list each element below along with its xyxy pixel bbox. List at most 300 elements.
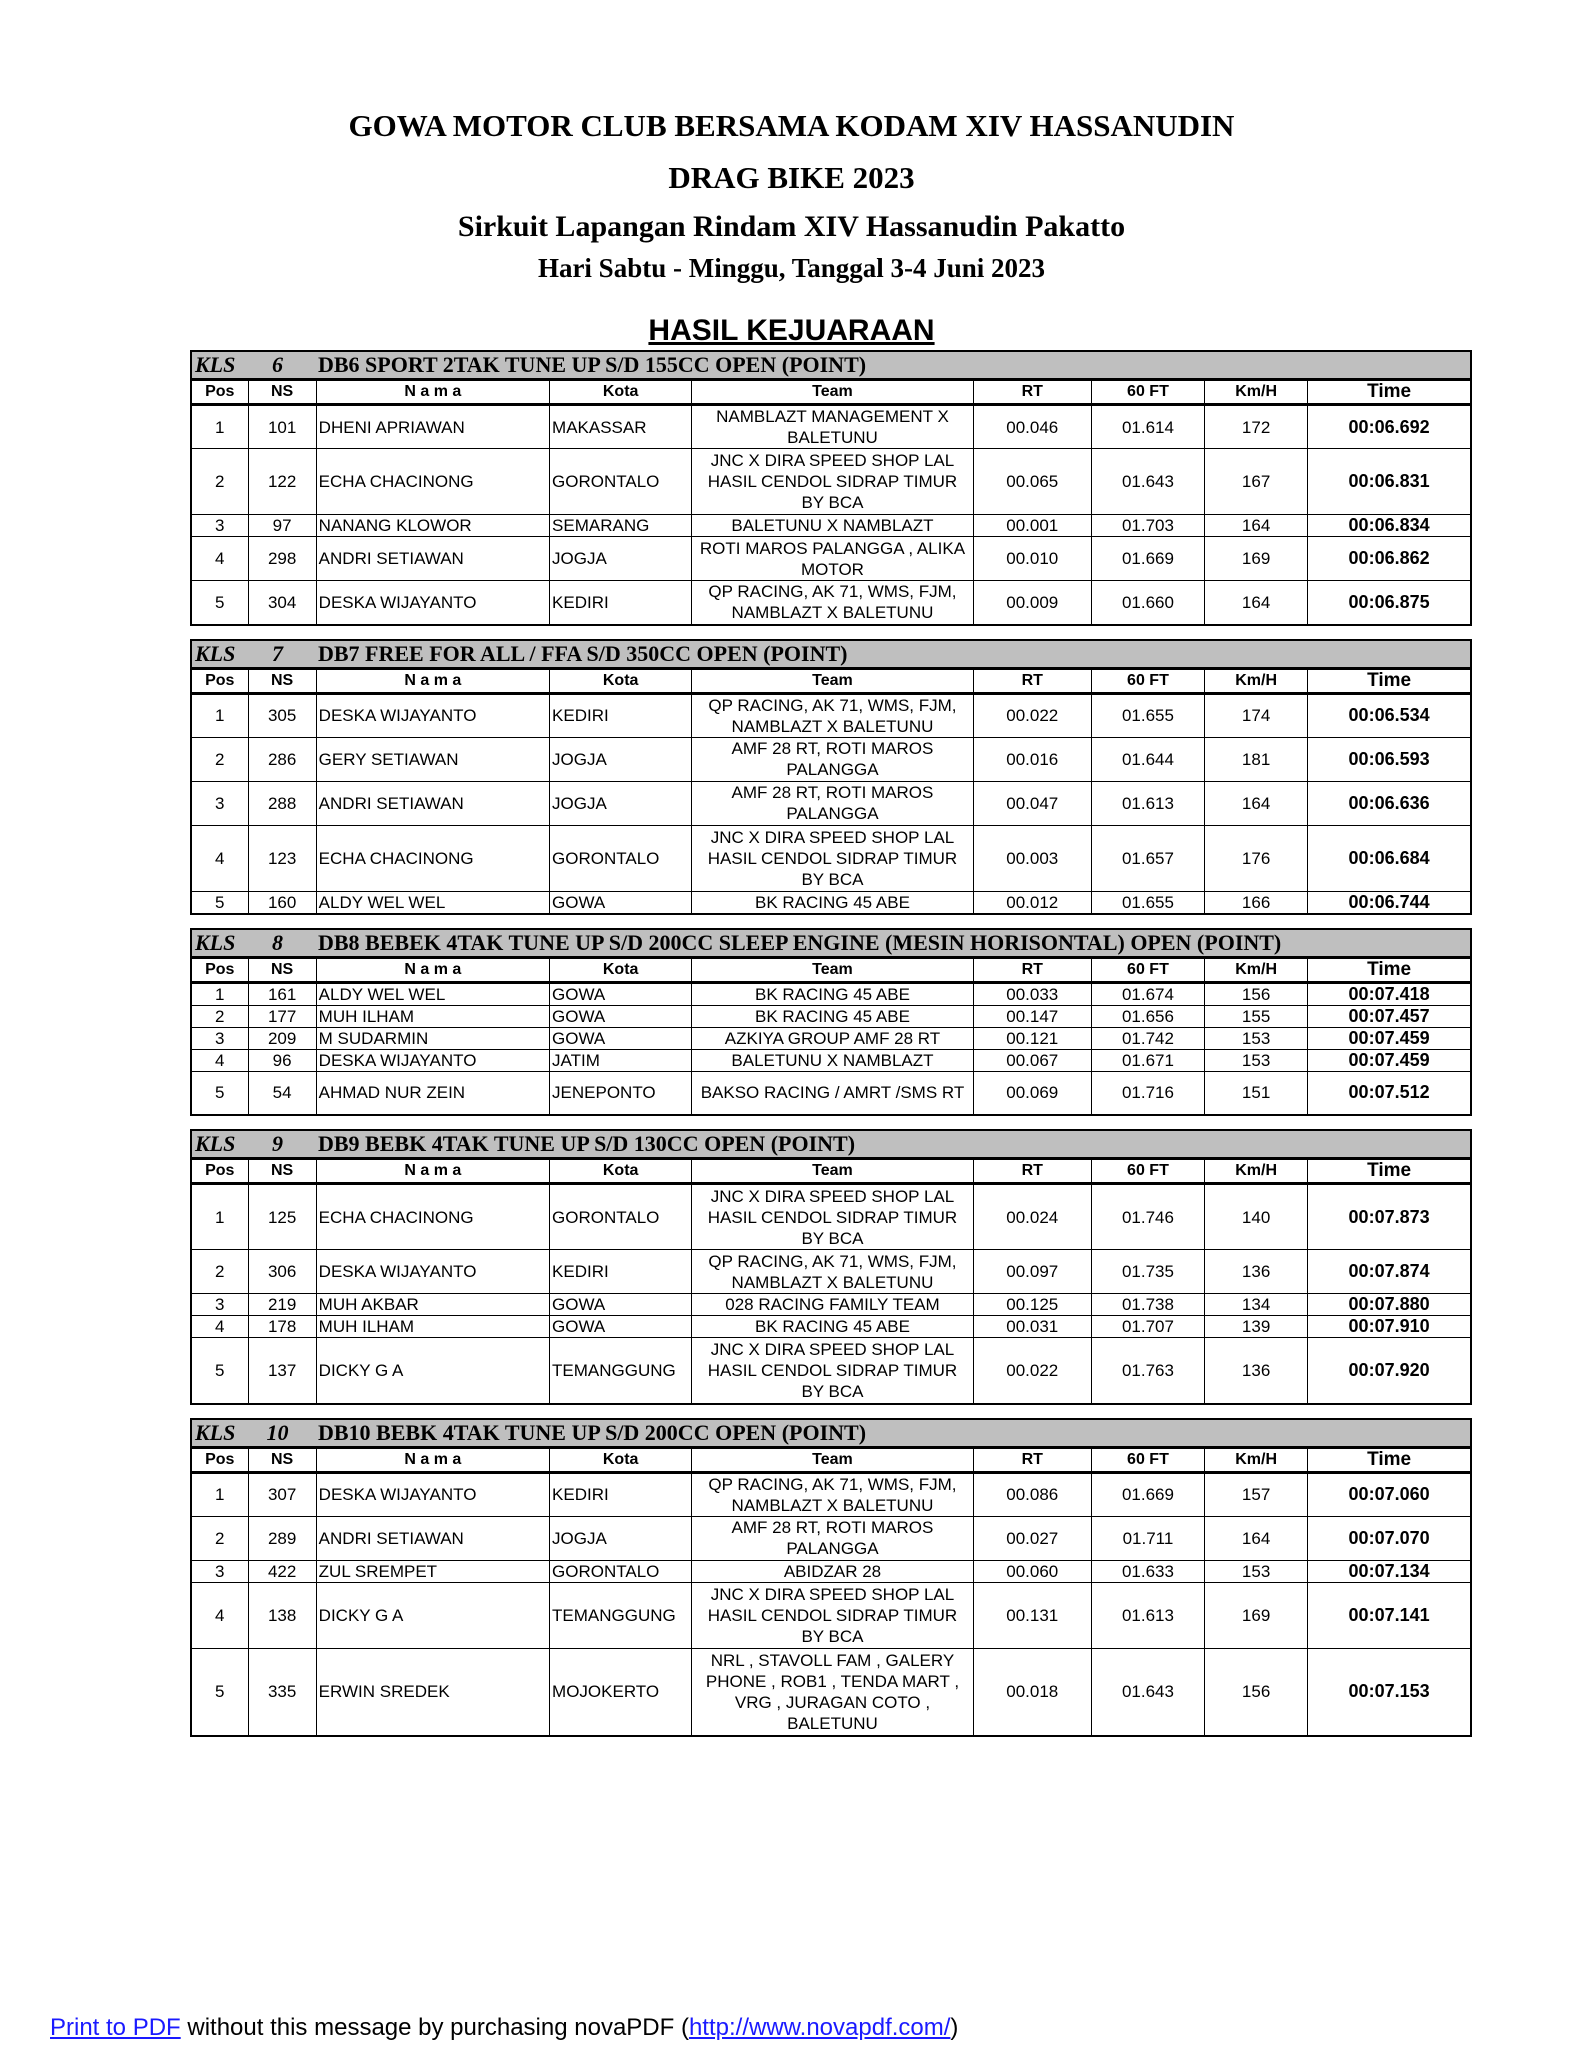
cell-team: AZKIYA GROUP AMF 28 RT	[692, 1027, 973, 1049]
cell-nama: ERWIN SREDEK	[316, 1648, 549, 1736]
cell-time: 00:07.153	[1308, 1648, 1471, 1736]
novapdf-link[interactable]: http://www.novapdf.com/	[688, 2014, 951, 2041]
cell-time: 00:07.134	[1308, 1560, 1471, 1582]
results-table	[190, 669, 1472, 915]
column-header-team: Team	[692, 958, 973, 982]
column-header-nama: N a m a	[316, 381, 549, 405]
cell-ns: 97	[248, 515, 316, 537]
table-row	[191, 1338, 1471, 1404]
cell-ns: 289	[248, 1516, 316, 1560]
column-header-nama: N a m a	[316, 669, 549, 693]
cell-rt: 00.033	[973, 982, 1091, 1005]
cell-kota: KEDIRI	[550, 693, 692, 737]
cell-kota: JENEPONTO	[550, 1071, 692, 1115]
cell-nama: M SUDARMIN	[316, 1027, 549, 1049]
footer	[50, 2014, 958, 2042]
cell-kota: GOWA	[550, 891, 692, 914]
cell-kota: KEDIRI	[550, 1472, 692, 1516]
cell-ns: 305	[248, 693, 316, 737]
cell-time: 00:07.920	[1308, 1338, 1471, 1404]
cell-nama: ALDY WEL WEL	[316, 891, 549, 914]
cell-pos: 2	[191, 1516, 248, 1560]
cell-kmh: 164	[1205, 781, 1308, 825]
class-title: DB8 BEBEK 4TAK TUNE UP S/D 200CC SLEEP ENGINE (MESIN HORISONTAL) OPEN (POINT)	[318, 929, 1282, 955]
cell-kota: JOGJA	[550, 537, 692, 581]
cell-time: 00:07.874	[1308, 1250, 1471, 1294]
results-sections	[190, 350, 1472, 1750]
cell-time: 00:06.636	[1308, 781, 1471, 825]
cell-ns: 422	[248, 1560, 316, 1582]
class-header-bar	[190, 350, 1472, 380]
cell-nama: DHENI APRIAWAN	[316, 405, 549, 449]
cell-ft60: 01.644	[1091, 737, 1204, 781]
cell-nama: DESKA WIJAYANTO	[316, 1472, 549, 1516]
cell-nama: DESKA WIJAYANTO	[316, 693, 549, 737]
class-title: DB6 SPORT 2TAK TUNE UP S/D 155CC OPEN (POINT)	[318, 352, 867, 377]
cell-team: 028 RACING FAMILY TEAM	[692, 1294, 973, 1316]
cell-nama: MUH AKBAR	[316, 1294, 549, 1316]
cell-kmh: 164	[1205, 515, 1308, 537]
cell-ft60: 01.660	[1091, 581, 1204, 625]
cell-time: 00:06.862	[1308, 537, 1471, 581]
cell-rt: 00.046	[973, 405, 1091, 449]
cell-kmh: 136	[1205, 1338, 1308, 1404]
cell-ns: 160	[248, 891, 316, 914]
column-header-pos: Pos	[191, 669, 248, 693]
cell-time: 00:06.692	[1308, 405, 1471, 449]
cell-pos: 3	[191, 1560, 248, 1582]
cell-kota: SEMARANG	[550, 515, 692, 537]
cell-kota: MAKASSAR	[550, 405, 692, 449]
header-date: Hari Sabtu - Minggu, Tanggal 3-4 Juni 2023	[537, 253, 1046, 283]
cell-team: BAKSO RACING / AMRT /SMS RT	[692, 1071, 973, 1115]
class-section	[190, 639, 1472, 915]
cell-kmh: 151	[1205, 1071, 1308, 1115]
table-row	[191, 537, 1471, 581]
class-header-bar	[190, 1129, 1472, 1159]
results-table	[190, 1159, 1472, 1405]
column-header-ft60: 60 FT	[1091, 381, 1204, 405]
cell-nama: NANANG KLOWOR	[316, 515, 549, 537]
cell-kmh: 164	[1205, 1516, 1308, 1560]
document-header	[0, 100, 1583, 286]
cell-team: QP RACING, AK 71, WMS, FJM, NAMBLAZT X BALETUNU	[692, 1472, 973, 1516]
cell-nama: ANDRI SETIAWAN	[316, 781, 549, 825]
table-row	[191, 1250, 1471, 1294]
cell-kmh: 157	[1205, 1472, 1308, 1516]
cell-team: QP RACING, AK 71, WMS, FJM, NAMBLAZT X BALETUNU	[692, 1250, 973, 1294]
cell-pos: 2	[191, 737, 248, 781]
cell-ft60: 01.703	[1091, 515, 1204, 537]
column-header-kmh: Km/H	[1205, 1448, 1308, 1472]
footer-end: )	[950, 2014, 959, 2041]
cell-rt: 00.131	[973, 1582, 1091, 1648]
cell-nama: AHMAD NUR ZEIN	[316, 1071, 549, 1115]
column-header-nama: N a m a	[316, 958, 549, 982]
cell-pos: 5	[191, 1071, 248, 1115]
cell-team: ROTI MAROS PALANGGA , ALIKA MOTOR	[692, 537, 973, 581]
class-number: 7	[272, 640, 283, 666]
cell-kota: KEDIRI	[550, 581, 692, 625]
cell-kota: GORONTALO	[550, 1560, 692, 1582]
cell-time: 00:07.070	[1308, 1516, 1471, 1560]
cell-team: NRL , STAVOLL FAM , GALERY PHONE , ROB1 , TENDA MART , VRG , JURAGAN COTO , BALETUNU	[692, 1648, 973, 1736]
cell-kota: GORONTALO	[550, 1184, 692, 1250]
print-to-pdf-link[interactable]: Print to PDF	[50, 2014, 181, 2041]
column-header-kota: Kota	[550, 381, 692, 405]
cell-kmh: 156	[1205, 982, 1308, 1005]
cell-ft60: 01.707	[1091, 1316, 1204, 1338]
table-row	[191, 1582, 1471, 1648]
cell-ns: 307	[248, 1472, 316, 1516]
cell-rt: 00.097	[973, 1250, 1091, 1294]
cell-ft60: 01.738	[1091, 1294, 1204, 1316]
cell-time: 00:06.831	[1308, 449, 1471, 515]
cell-ns: 177	[248, 1005, 316, 1027]
column-header-pos: Pos	[191, 1448, 248, 1472]
cell-nama: DICKY G A	[316, 1338, 549, 1404]
cell-ns: 122	[248, 449, 316, 515]
cell-ft60: 01.669	[1091, 537, 1204, 581]
cell-pos: 2	[191, 1005, 248, 1027]
table-row	[191, 1560, 1471, 1582]
cell-pos: 5	[191, 1338, 248, 1404]
cell-ns: 137	[248, 1338, 316, 1404]
cell-ft60: 01.656	[1091, 1005, 1204, 1027]
cell-rt: 00.012	[973, 891, 1091, 914]
cell-time: 00:06.875	[1308, 581, 1471, 625]
cell-pos: 5	[191, 581, 248, 625]
class-section	[190, 928, 1472, 1117]
column-header-ft60: 60 FT	[1091, 1448, 1204, 1472]
cell-team: QP RACING, AK 71, WMS, FJM, NAMBLAZT X BALETUNU	[692, 693, 973, 737]
table-row	[191, 1516, 1471, 1560]
cell-rt: 00.001	[973, 515, 1091, 537]
table-row	[191, 1648, 1471, 1736]
column-header-team: Team	[692, 669, 973, 693]
column-header-ns: NS	[248, 381, 316, 405]
class-header-bar	[190, 1418, 1472, 1448]
table-row	[191, 405, 1471, 449]
cell-pos: 5	[191, 1648, 248, 1736]
column-header-kmh: Km/H	[1205, 958, 1308, 982]
cell-team: JNC X DIRA SPEED SHOP LAL HASIL CENDOL SIDRAP TIMUR BY BCA	[692, 1338, 973, 1404]
column-header-pos: Pos	[191, 958, 248, 982]
table-row	[191, 1005, 1471, 1027]
cell-ns: 178	[248, 1316, 316, 1338]
table-header-row	[191, 1448, 1471, 1472]
cell-ft60: 01.746	[1091, 1184, 1204, 1250]
table-row	[191, 1049, 1471, 1071]
cell-ft60: 01.763	[1091, 1338, 1204, 1404]
cell-pos: 1	[191, 1184, 248, 1250]
cell-kmh: 164	[1205, 581, 1308, 625]
class-section	[190, 1418, 1472, 1738]
cell-kota: KEDIRI	[550, 1250, 692, 1294]
cell-kmh: 153	[1205, 1049, 1308, 1071]
cell-kota: TEMANGGUNG	[550, 1338, 692, 1404]
cell-rt: 00.069	[973, 1071, 1091, 1115]
cell-pos: 4	[191, 1049, 248, 1071]
cell-rt: 00.047	[973, 781, 1091, 825]
cell-team: BALETUNU X NAMBLAZT	[692, 515, 973, 537]
cell-kmh: 166	[1205, 891, 1308, 914]
table-row	[191, 515, 1471, 537]
column-header-ns: NS	[248, 669, 316, 693]
column-header-ft60: 60 FT	[1091, 1160, 1204, 1184]
cell-team: JNC X DIRA SPEED SHOP LAL HASIL CENDOL SIDRAP TIMUR BY BCA	[692, 825, 973, 891]
cell-nama: MUH ILHAM	[316, 1005, 549, 1027]
class-title: DB10 BEBK 4TAK TUNE UP S/D 200CC OPEN (POINT)	[318, 1419, 867, 1445]
column-header-kota: Kota	[550, 1160, 692, 1184]
class-section	[190, 350, 1472, 626]
table-row	[191, 1472, 1471, 1516]
class-label: KLS	[195, 929, 236, 955]
cell-nama: GERY SETIAWAN	[316, 737, 549, 781]
table-row	[191, 1184, 1471, 1250]
table-row	[191, 891, 1471, 914]
cell-time: 00:07.910	[1308, 1316, 1471, 1338]
cell-kmh: 172	[1205, 405, 1308, 449]
footer-text: without this message by purchasing novaPDF (	[180, 2014, 689, 2041]
cell-ft60: 01.614	[1091, 405, 1204, 449]
cell-pos: 2	[191, 1250, 248, 1294]
cell-rt: 00.060	[973, 1560, 1091, 1582]
column-header-kmh: Km/H	[1205, 1160, 1308, 1184]
cell-kota: MOJOKERTO	[550, 1648, 692, 1736]
cell-time: 00:06.534	[1308, 693, 1471, 737]
column-header-rt: RT	[973, 1448, 1091, 1472]
table-row	[191, 1071, 1471, 1115]
cell-ft60: 01.669	[1091, 1472, 1204, 1516]
column-header-rt: RT	[973, 669, 1091, 693]
cell-team: ABIDZAR 28	[692, 1560, 973, 1582]
cell-kota: JOGJA	[550, 781, 692, 825]
column-header-rt: RT	[973, 381, 1091, 405]
cell-ns: 101	[248, 405, 316, 449]
table-row	[191, 781, 1471, 825]
cell-nama: ANDRI SETIAWAN	[316, 1516, 549, 1560]
cell-ft60: 01.671	[1091, 1049, 1204, 1071]
cell-pos: 1	[191, 405, 248, 449]
column-header-team: Team	[692, 1160, 973, 1184]
cell-ft60: 01.655	[1091, 693, 1204, 737]
table-row	[191, 825, 1471, 891]
class-number: 10	[266, 1419, 289, 1445]
cell-ns: 54	[248, 1071, 316, 1115]
cell-ft60: 01.633	[1091, 1560, 1204, 1582]
column-header-team: Team	[692, 381, 973, 405]
column-header-kota: Kota	[550, 1448, 692, 1472]
cell-nama: ZUL SREMPET	[316, 1560, 549, 1582]
column-header-kmh: Km/H	[1205, 669, 1308, 693]
cell-kota: GORONTALO	[550, 449, 692, 515]
cell-pos: 1	[191, 982, 248, 1005]
table-row	[191, 1316, 1471, 1338]
cell-kmh: 176	[1205, 825, 1308, 891]
cell-team: JNC X DIRA SPEED SHOP LAL HASIL CENDOL SIDRAP TIMUR BY BCA	[692, 1582, 973, 1648]
cell-pos: 4	[191, 537, 248, 581]
cell-ft60: 01.742	[1091, 1027, 1204, 1049]
cell-nama: ECHA CHACINONG	[316, 449, 549, 515]
cell-ns: 125	[248, 1184, 316, 1250]
cell-time: 00:06.593	[1308, 737, 1471, 781]
table-header-row	[191, 669, 1471, 693]
cell-rt: 00.022	[973, 693, 1091, 737]
cell-time: 00:07.873	[1308, 1184, 1471, 1250]
table-row	[191, 581, 1471, 625]
cell-kmh: 140	[1205, 1184, 1308, 1250]
cell-nama: MUH ILHAM	[316, 1316, 549, 1338]
column-header-time: Time	[1308, 1160, 1471, 1184]
cell-ns: 138	[248, 1582, 316, 1648]
cell-kmh: 167	[1205, 449, 1308, 515]
cell-pos: 3	[191, 781, 248, 825]
cell-kota: JATIM	[550, 1049, 692, 1071]
cell-pos: 4	[191, 1316, 248, 1338]
table-header-row	[191, 958, 1471, 982]
results-table	[190, 380, 1472, 626]
column-header-time: Time	[1308, 381, 1471, 405]
cell-rt: 00.010	[973, 537, 1091, 581]
cell-ft60: 01.711	[1091, 1516, 1204, 1560]
cell-ns: 286	[248, 737, 316, 781]
column-header-nama: N a m a	[316, 1160, 549, 1184]
cell-team: AMF 28 RT, ROTI MAROS PALANGGA	[692, 1516, 973, 1560]
column-header-kota: Kota	[550, 669, 692, 693]
class-header-bar	[190, 639, 1472, 669]
table-header-row	[191, 381, 1471, 405]
cell-nama: DICKY G A	[316, 1582, 549, 1648]
cell-ns: 304	[248, 581, 316, 625]
cell-ft60: 01.657	[1091, 825, 1204, 891]
table-row	[191, 1294, 1471, 1316]
cell-ft60: 01.613	[1091, 1582, 1204, 1648]
cell-time: 00:07.060	[1308, 1472, 1471, 1516]
cell-pos: 3	[191, 1027, 248, 1049]
cell-ft60: 01.716	[1091, 1071, 1204, 1115]
table-row	[191, 693, 1471, 737]
cell-time: 00:06.834	[1308, 515, 1471, 537]
cell-time: 00:07.141	[1308, 1582, 1471, 1648]
cell-time: 00:07.880	[1308, 1294, 1471, 1316]
cell-kota: JOGJA	[550, 1516, 692, 1560]
results-table	[190, 1448, 1472, 1738]
cell-pos: 4	[191, 825, 248, 891]
cell-ns: 219	[248, 1294, 316, 1316]
cell-rt: 00.018	[973, 1648, 1091, 1736]
cell-rt: 00.147	[973, 1005, 1091, 1027]
cell-ft60: 01.643	[1091, 1648, 1204, 1736]
column-header-ns: NS	[248, 1448, 316, 1472]
column-header-time: Time	[1308, 669, 1471, 693]
column-header-ns: NS	[248, 958, 316, 982]
cell-nama: DESKA WIJAYANTO	[316, 581, 549, 625]
cell-pos: 2	[191, 449, 248, 515]
cell-pos: 1	[191, 1472, 248, 1516]
class-number: 9	[272, 1131, 283, 1156]
header-venue: Sirkuit Lapangan Rindam XIV Hassanudin Pakatto	[457, 210, 1126, 243]
class-label: KLS	[195, 640, 236, 666]
cell-ft60: 01.655	[1091, 891, 1204, 914]
class-label: KLS	[195, 1131, 236, 1156]
header-organizer: GOWA MOTOR CLUB BERSAMA KODAM XIV HASSANUDIN	[348, 108, 1235, 143]
cell-ft60: 01.735	[1091, 1250, 1204, 1294]
cell-kmh: 169	[1205, 1582, 1308, 1648]
cell-kota: GORONTALO	[550, 825, 692, 891]
cell-pos: 3	[191, 1294, 248, 1316]
cell-kota: GOWA	[550, 1027, 692, 1049]
column-header-rt: RT	[973, 1160, 1091, 1184]
class-label: KLS	[195, 352, 236, 377]
cell-team: AMF 28 RT, ROTI MAROS PALANGGA	[692, 781, 973, 825]
results-title: HASIL KEJUARAAN	[648, 314, 935, 347]
cell-ns: 123	[248, 825, 316, 891]
cell-kota: GOWA	[550, 1005, 692, 1027]
cell-team: QP RACING, AK 71, WMS, FJM, NAMBLAZT X BALETUNU	[692, 581, 973, 625]
cell-pos: 1	[191, 693, 248, 737]
cell-rt: 00.065	[973, 449, 1091, 515]
cell-time: 00:06.744	[1308, 891, 1471, 914]
cell-pos: 3	[191, 515, 248, 537]
cell-kota: JOGJA	[550, 737, 692, 781]
cell-rt: 00.086	[973, 1472, 1091, 1516]
cell-kota: GOWA	[550, 982, 692, 1005]
table-row	[191, 1027, 1471, 1049]
class-header-bar	[190, 928, 1472, 958]
cell-nama: DESKA WIJAYANTO	[316, 1250, 549, 1294]
cell-kota: GOWA	[550, 1294, 692, 1316]
cell-kmh: 174	[1205, 693, 1308, 737]
column-header-time: Time	[1308, 958, 1471, 982]
cell-ft60: 01.643	[1091, 449, 1204, 515]
column-header-team: Team	[692, 1448, 973, 1472]
cell-ft60: 01.674	[1091, 982, 1204, 1005]
cell-pos: 4	[191, 1582, 248, 1648]
class-number: 8	[272, 929, 283, 955]
cell-time: 00:07.418	[1308, 982, 1471, 1005]
column-header-ft60: 60 FT	[1091, 958, 1204, 982]
cell-rt: 00.003	[973, 825, 1091, 891]
cell-kmh: 153	[1205, 1560, 1308, 1582]
column-header-ft60: 60 FT	[1091, 669, 1204, 693]
header-event: DRAG BIKE 2023	[668, 160, 915, 195]
cell-rt: 00.024	[973, 1184, 1091, 1250]
table-row	[191, 449, 1471, 515]
class-title: DB7 FREE FOR ALL / FFA S/D 350CC OPEN (POINT)	[318, 640, 848, 666]
cell-rt: 00.027	[973, 1516, 1091, 1560]
class-label: KLS	[195, 1419, 236, 1445]
class-section	[190, 1129, 1472, 1405]
table-header-row	[191, 1160, 1471, 1184]
cell-time: 00:06.684	[1308, 825, 1471, 891]
column-header-pos: Pos	[191, 1160, 248, 1184]
cell-rt: 00.125	[973, 1294, 1091, 1316]
cell-nama: ALDY WEL WEL	[316, 982, 549, 1005]
cell-team: JNC X DIRA SPEED SHOP LAL HASIL CENDOL SIDRAP TIMUR BY BCA	[692, 1184, 973, 1250]
cell-rt: 00.031	[973, 1316, 1091, 1338]
column-header-rt: RT	[973, 958, 1091, 982]
cell-team: BK RACING 45 ABE	[692, 982, 973, 1005]
cell-kmh: 139	[1205, 1316, 1308, 1338]
cell-time: 00:07.459	[1308, 1027, 1471, 1049]
column-header-time: Time	[1308, 1448, 1471, 1472]
cell-kmh: 169	[1205, 537, 1308, 581]
class-number: 6	[272, 352, 283, 377]
cell-kmh: 136	[1205, 1250, 1308, 1294]
cell-pos: 5	[191, 891, 248, 914]
cell-ns: 209	[248, 1027, 316, 1049]
